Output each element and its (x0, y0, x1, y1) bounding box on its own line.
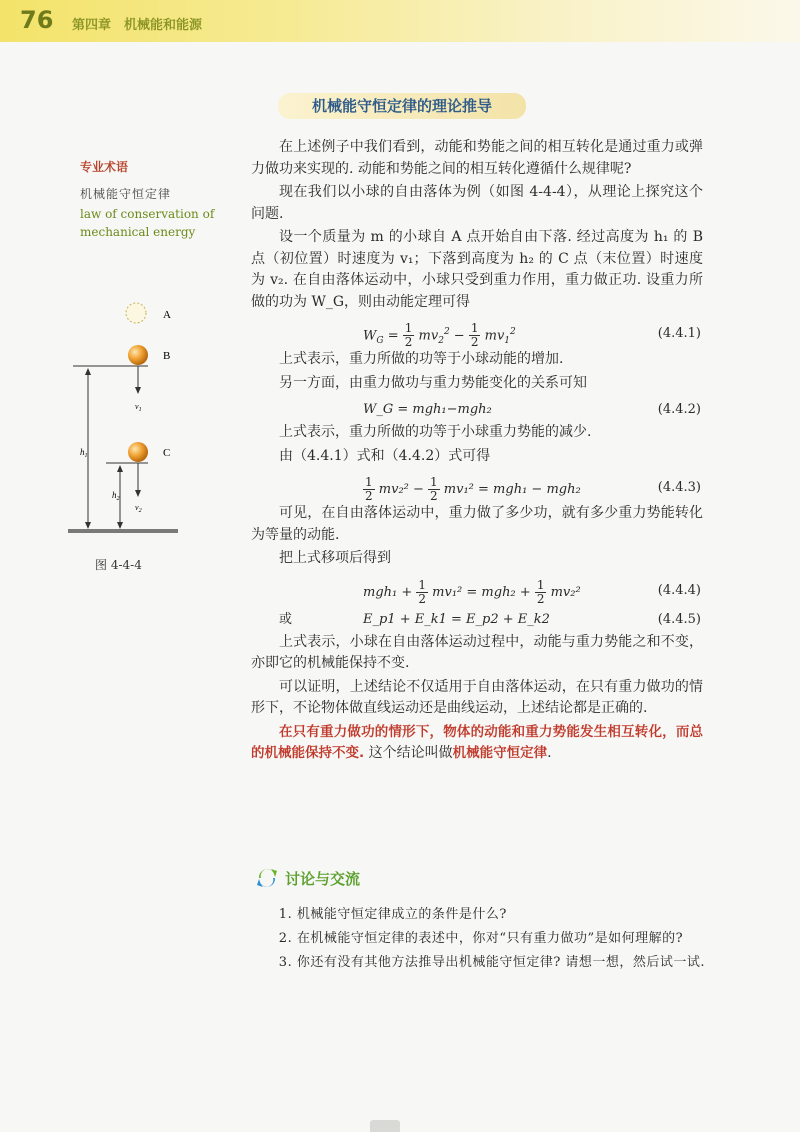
figure-caption: 图 4-4-4 (95, 558, 142, 572)
question-3: 3. 你还有没有其他方法推导出机械能守恒定律? 请想一想，然后试一试. (278, 955, 706, 970)
h1-arrowhead-top (85, 368, 91, 375)
page-number: 76 (20, 6, 54, 34)
glossary-term-en-1: law of conservation of (80, 207, 215, 221)
equation-4-4-5: 或 E_p1 + E_k1 = E_p2 + E_k2 (4.4.5) (251, 606, 703, 632)
velocity-b-arrowhead (135, 387, 141, 394)
label-h1: $h_1$ (80, 447, 88, 459)
equation-number-2: (4.4.2) (657, 402, 701, 417)
paragraph-3: 设一个质量为 m 的小球自 A 点开始自由下落. 经过高度为 h₁ 的 B 点（初位置）时速度为 v₁；下落到高度为 h₂ 的 C 点（末位置）时速度为 v₂. 在自由落体运动中，小球只受到重力作用，重力做正功. 设重力所做的功为 W_G，则由动能定理可得 (251, 229, 703, 310)
paragraph-1: 在上述例子中我们看到，动能和势能之间的相互转化是通过重力或弹力做功来实现的. 动能和势能之间的相互转化遵循什么规律呢? (251, 139, 703, 177)
equation-4-4-4: mgh₁ + $\frac{1}{2}$ mv₁² = mgh₂ + $\frac{1}{2}$ mv₂² (4.4.4) (363, 577, 701, 606)
paragraph-6: 上式表示，重力所做的功等于小球重力势能的减少. (279, 424, 592, 440)
question-2: 2. 在机械能守恒定律的表述中，你对“只有重力做功”是如何理解的? (278, 931, 684, 946)
ground (68, 529, 178, 533)
equation-4-4-3: $\frac{1}{2}$ mv₂² − $\frac{1}{2}$ mv₁² = mgh₁ − mgh₂ (4.4.3) (365, 475, 701, 503)
label-a: A (163, 309, 171, 321)
label-c: C (163, 447, 171, 459)
label-v1: $v_1$ (135, 402, 142, 413)
or-label: 或 (279, 611, 293, 627)
ball-c (128, 442, 148, 462)
equation-4-4-1: $W_G$ = $\frac{1}{2}$ $mv_2^2$ − $\frac{1}{2}$ $mv_1^2$ (4.4.1) (363, 321, 701, 350)
ball-b (128, 345, 148, 365)
discussion-questions (258, 904, 706, 976)
discussion-title: 讨论与交流 (285, 869, 361, 888)
label-h2: $h_2$ (112, 490, 120, 502)
equation-number-4: (4.4.4) (657, 582, 701, 598)
page-footer-tab (370, 1120, 400, 1132)
section-title: 机械能守恒定律的理论推导 (278, 93, 526, 119)
equation-number-5: (4.4.5) (657, 611, 701, 627)
equation-number-3: (4.4.3) (657, 480, 701, 495)
h2-arrowhead-top (117, 465, 123, 472)
discussion-icon (255, 866, 279, 890)
equation-4-4-2: W_G = mgh₁−mgh₂ (4.4.2) (251, 396, 703, 422)
paragraph-2: 现在我们以小球的自由落体为例（如图 4-4-4），从理论上探究这个问题. (251, 184, 703, 222)
equation-number-1: (4.4.1) (657, 326, 701, 341)
ball-a-outline (126, 303, 146, 323)
paragraph-4: 上式表示，重力所做的功等于小球动能的增加. (279, 351, 564, 367)
paragraph-8: 可见，在自由落体运动中，重力做了多少功，就有多少重力势能转化为等量的动能. (251, 505, 703, 543)
paragraph-5: 另一方面，由重力做功与重力势能变化的关系可知 (279, 374, 587, 391)
main-text (251, 137, 703, 767)
label-v2: $v_2$ (135, 503, 142, 514)
paragraph-11: 上式表示，小球在自由落体运动过程中，动能与重力势能之和不变，亦即它的机械能保持不变. (251, 633, 703, 671)
law-statement: 在只有重力做功的情形下，物体的动能和重力势能发生相互转化，而总的机械能保持不变. (251, 723, 703, 761)
glossary-term-zh: 机械能守恒定律 (80, 187, 172, 201)
glossary-heading: 专业术语 (80, 160, 129, 174)
chapter-title: 第四章 机械能和能源 (72, 18, 203, 33)
label-b: B (163, 350, 171, 362)
glossary-term-en-2: mechanical energy (80, 225, 196, 239)
h1-arrowhead-bottom (85, 522, 91, 529)
question-1: 1. 机械能守恒定律成立的条件是什么? (278, 907, 507, 922)
paragraph-7: 由（4.4.1）式和（4.4.2）式可得 (279, 447, 491, 464)
sidebar-glossary (80, 158, 214, 241)
discussion-header (255, 866, 360, 890)
velocity-c-arrowhead (135, 490, 141, 497)
paragraph-12: 可以证明，上述结论不仅适用于自由落体运动，在只有重力做功的情形下，不论物体做直线运动还是曲线运动，上述结论都是正确的. (251, 678, 703, 716)
paragraph-13: 在只有重力做功的情形下，物体的动能和重力势能发生相互转化，而总的机械能保持不变. 这个结论叫做机械能守恒定律. (251, 723, 703, 761)
page-header (0, 0, 800, 42)
h2-arrowhead-bottom (117, 522, 123, 529)
paragraph-9: 把上式移项后得到 (279, 550, 391, 566)
free-fall-figure (68, 295, 178, 540)
law-name: 机械能守恒定律 (452, 745, 548, 761)
